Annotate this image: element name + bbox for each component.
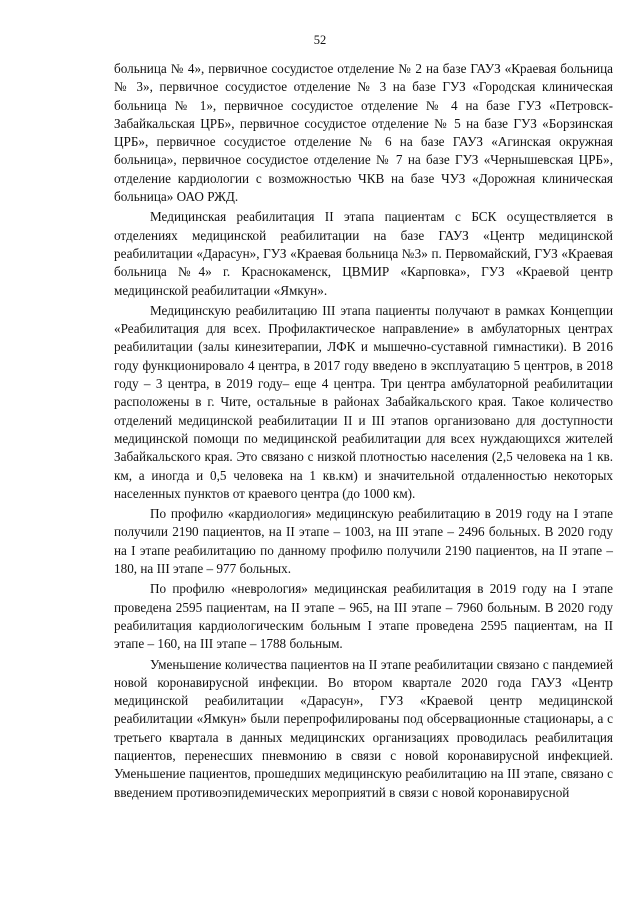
paragraph-neurology-stats: По профилю «неврология» медицинская реабилитация в 2019 году на I этапе проведена 2595 пациентам, на II этапе – 965, на III этапе – 7960 больным. В 2020 году реабилитация кардиологическим больным I этапе проведена 2595 пациентам, на II этапе – 160, на III этапе – 1788 больным. bbox=[114, 581, 613, 652]
page-number: 52 bbox=[313, 33, 327, 47]
document-body bbox=[114, 60, 613, 804]
paragraph-hospitals-list: больница № 4», первичное сосудистое отделение № 2 на базе ГАУЗ «Краевая больница № 3», первичное сосудистое отделение № 3 на базе ГУЗ «Городская клиническая больница № 1», первичное сосудистое отделение № 4 на базе ГУЗ «Петровск-Забайкальская ЦРБ», первичное сосудистое отделение № 5 на базе ГУЗ «Борзинская ЦРБ», первичное сосудистое отделение № 6 на базе ГАУЗ «Агинская окружная больница», первичное сосудистое отделение № 7 на базе ГУЗ «Чернышевская ЦРБ», отделение кардиологии с возможностью ЧКВ на базе ЧУЗ «Дорожная клиническая больница» ОАО РЖД. bbox=[114, 61, 613, 205]
paragraph-rehab-stage-3: Медицинскую реабилитацию III этапа пациенты получают в рамках Концепции «Реабилитация для всех. Профилактическое направление» в амбулаторных центрах реабилитации (залы кинезитерапии, ЛФК и мышечно-суставной гимнастики). В 2016 году функционировало 4 центра, в 2017 году введено в эксплуатацию 5 центров, в 2018 году – 3 центра, в 2019 году– еще 4 центра. Три центра амбулаторной реабилитации расположены в г. Чите, остальные в районах Забайкальского края. Такое количество отделений медицинской реабилитации II и III этапов организовано для доступности медицинской помощи по медицинской реабилитации для всех нуждающихся жителей Забайкальского края. Это связано с низкой плотностью населения (2,5 человека на 1 кв. км, а иногда и 0,5 человека на 1 кв.км) и значительной отдаленностью некоторых населенных пунктов от краевого центра (до 1000 км). bbox=[114, 302, 613, 501]
paragraph-rehab-stage-2: Медицинская реабилитация II этапа пациентам с БСК осуществляется в отделениях медицинской реабилитации на базе ГАУЗ «Центр медицинской реабилитации «Дарасун», ГУЗ «Краевая больница №3» п. Первомайский, ГУЗ «Краевая больница №4» г. Краснокаменск, ЦВМИР «Карповка», ГУЗ «Краевой центр медицинской реабилитации «Ямкун». bbox=[114, 209, 613, 298]
paragraph-covid-impact: Уменьшение количества пациентов на II этапе реабилитации связано с пандемией новой коронавирусной инфекции. Во втором квартале 2020 года ГАУЗ «Центр медицинской реабилитации «Дарасун», ГУЗ «Краевой центр медицинской реабилитации «Ямкун» были перепрофилированы под обсервационные стационары, а с третьего квартала в данных медицинских организациях проводилась реабилитация пациентов, перенесших пневмонию в связи с новой коронавирусной инфекцией. Уменьшение пациентов, прошедших медицинскую реабилитацию на III этапе, связано с введением противоэпидемических мероприятий в связи с новой коронавирусной bbox=[114, 656, 613, 800]
paragraph-cardiology-stats: По профилю «кардиология» медицинскую реабилитацию в 2019 году на I этапе получили 2190 пациентов, на II этапе – 1003, на III этапе – 2496 больных. В 2020 году на I этапе реабилитацию по данному профилю получили 2190 пациентов, на II этапе – 180, на III этапе – 977 больных. bbox=[114, 506, 613, 577]
